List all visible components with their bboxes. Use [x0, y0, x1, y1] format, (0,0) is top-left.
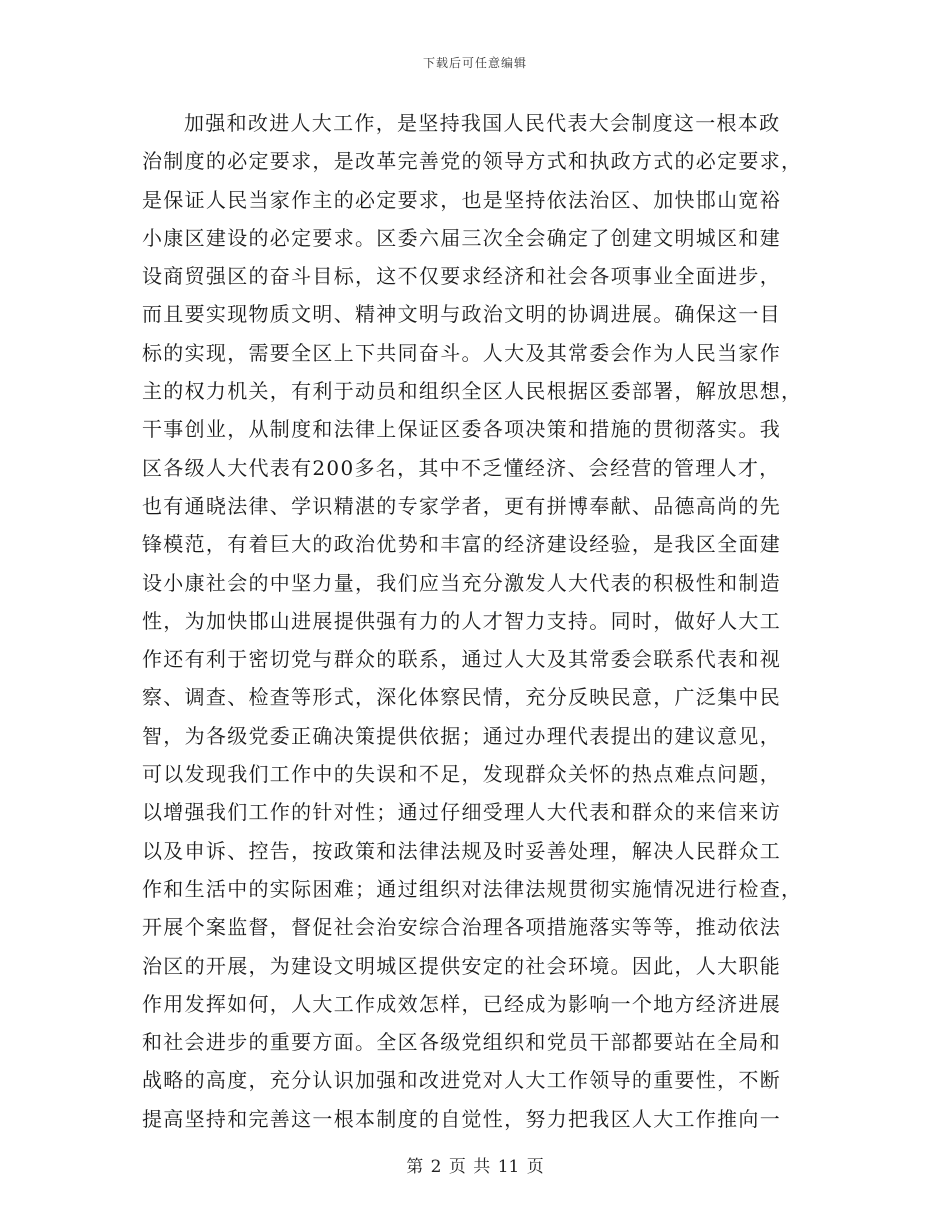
page-number: 第 2 页 共 11 页 [406, 1157, 544, 1177]
text-line: 区各级人大代表有200多名，其中不乏懂经济、会经营的管理人才， [142, 455, 781, 480]
text-line: 治区的开展，为建设文明城区提供安定的社会环境。因此，人大职能 [142, 953, 781, 978]
text-line: 可以发现我们工作中的失误和不足，发现群众关怀的热点难点问题， [142, 762, 781, 787]
text-line: 和社会进步的重要方面。全区各级党组织和党员干部都要站在全局和 [142, 1030, 781, 1055]
text-line: 也有通晓法律、学识精湛的专家学者，更有拼博奉献、品德高尚的先 [142, 493, 781, 518]
text-line: 作和生活中的实际困难；通过组织对法律法规贯彻实施情况进行检查， [142, 876, 803, 901]
text-line: 加强和改进人大工作，是坚持我国人民代表大会制度这一根本政 [184, 111, 781, 135]
text-line: 提高坚持和完善这一根本制度的自觉性，努力把我区人大工作推向一 [142, 1106, 781, 1131]
text-line: 智，为各级党委正确决策提供依据；通过办理代表提出的建议意见， [142, 723, 781, 748]
text-line: 开展个案监督，督促社会治安综合治理各项措施落实等等，推动依法 [142, 915, 781, 940]
text-line: 设小康社会的中坚力量，我们应当充分激发人大代表的积极性和制造 [142, 570, 781, 595]
text-line: 性，为加快邯山进展提供强有力的人才智力支持。同时，做好人大工 [142, 608, 781, 633]
text-line: 察、调查、检查等形式，深化体察民情，充分反映民意，广泛集中民 [142, 685, 781, 710]
text-line: 小康区建设的必定要求。区委六届三次全会确定了创建文明城区和建 [142, 225, 781, 250]
text-line: 干事创业，从制度和法律上保证区委各项决策和措施的贯彻落实。我 [142, 417, 781, 442]
text-line: 治制度的必定要求，是改革完善党的领导方式和执政方式的必定要求， [142, 149, 803, 174]
text-line: 作还有利于密切党与群众的联系，通过人大及其常委会联系代表和视 [142, 647, 781, 672]
text-line: 而且要实现物质文明、精神文明与政治文明的协调进展。确保这一目 [142, 302, 781, 327]
text-line: 设商贸强区的奋斗目标，这不仅要求经济和社会各项事业全面进步， [142, 264, 781, 289]
text-line: 标的实现，需要全区上下共同奋斗。人大及其常委会作为人民当家作 [142, 340, 781, 365]
header-note: 下载后可任意编辑 [422, 56, 527, 70]
text-line: 以增强我们工作的针对性；通过仔细受理人大代表和群众的来信来访 [142, 800, 781, 825]
text-line: 是保证人民当家作主的必定要求，也是坚持依法治区、加快邯山宽裕 [142, 187, 781, 212]
text-line: 锋模范，有着巨大的政治优势和丰富的经济建设经验，是我区全面建 [142, 532, 781, 557]
text-line: 作用发挥如何，人大工作成效怎样，已经成为影响一个地方经济进展 [142, 991, 781, 1016]
text-line: 战略的高度，充分认识加强和改进党对人大工作领导的重要性，不断 [142, 1068, 781, 1093]
text-line: 以及申诉、控告，按政策和法律法规及时妥善处理，解决人民群众工 [142, 838, 781, 863]
body-paragraph [142, 104, 802, 1138]
text-line: 主的权力机关，有利于动员和组织全区人民根据区委部署，解放思想， [142, 379, 803, 404]
